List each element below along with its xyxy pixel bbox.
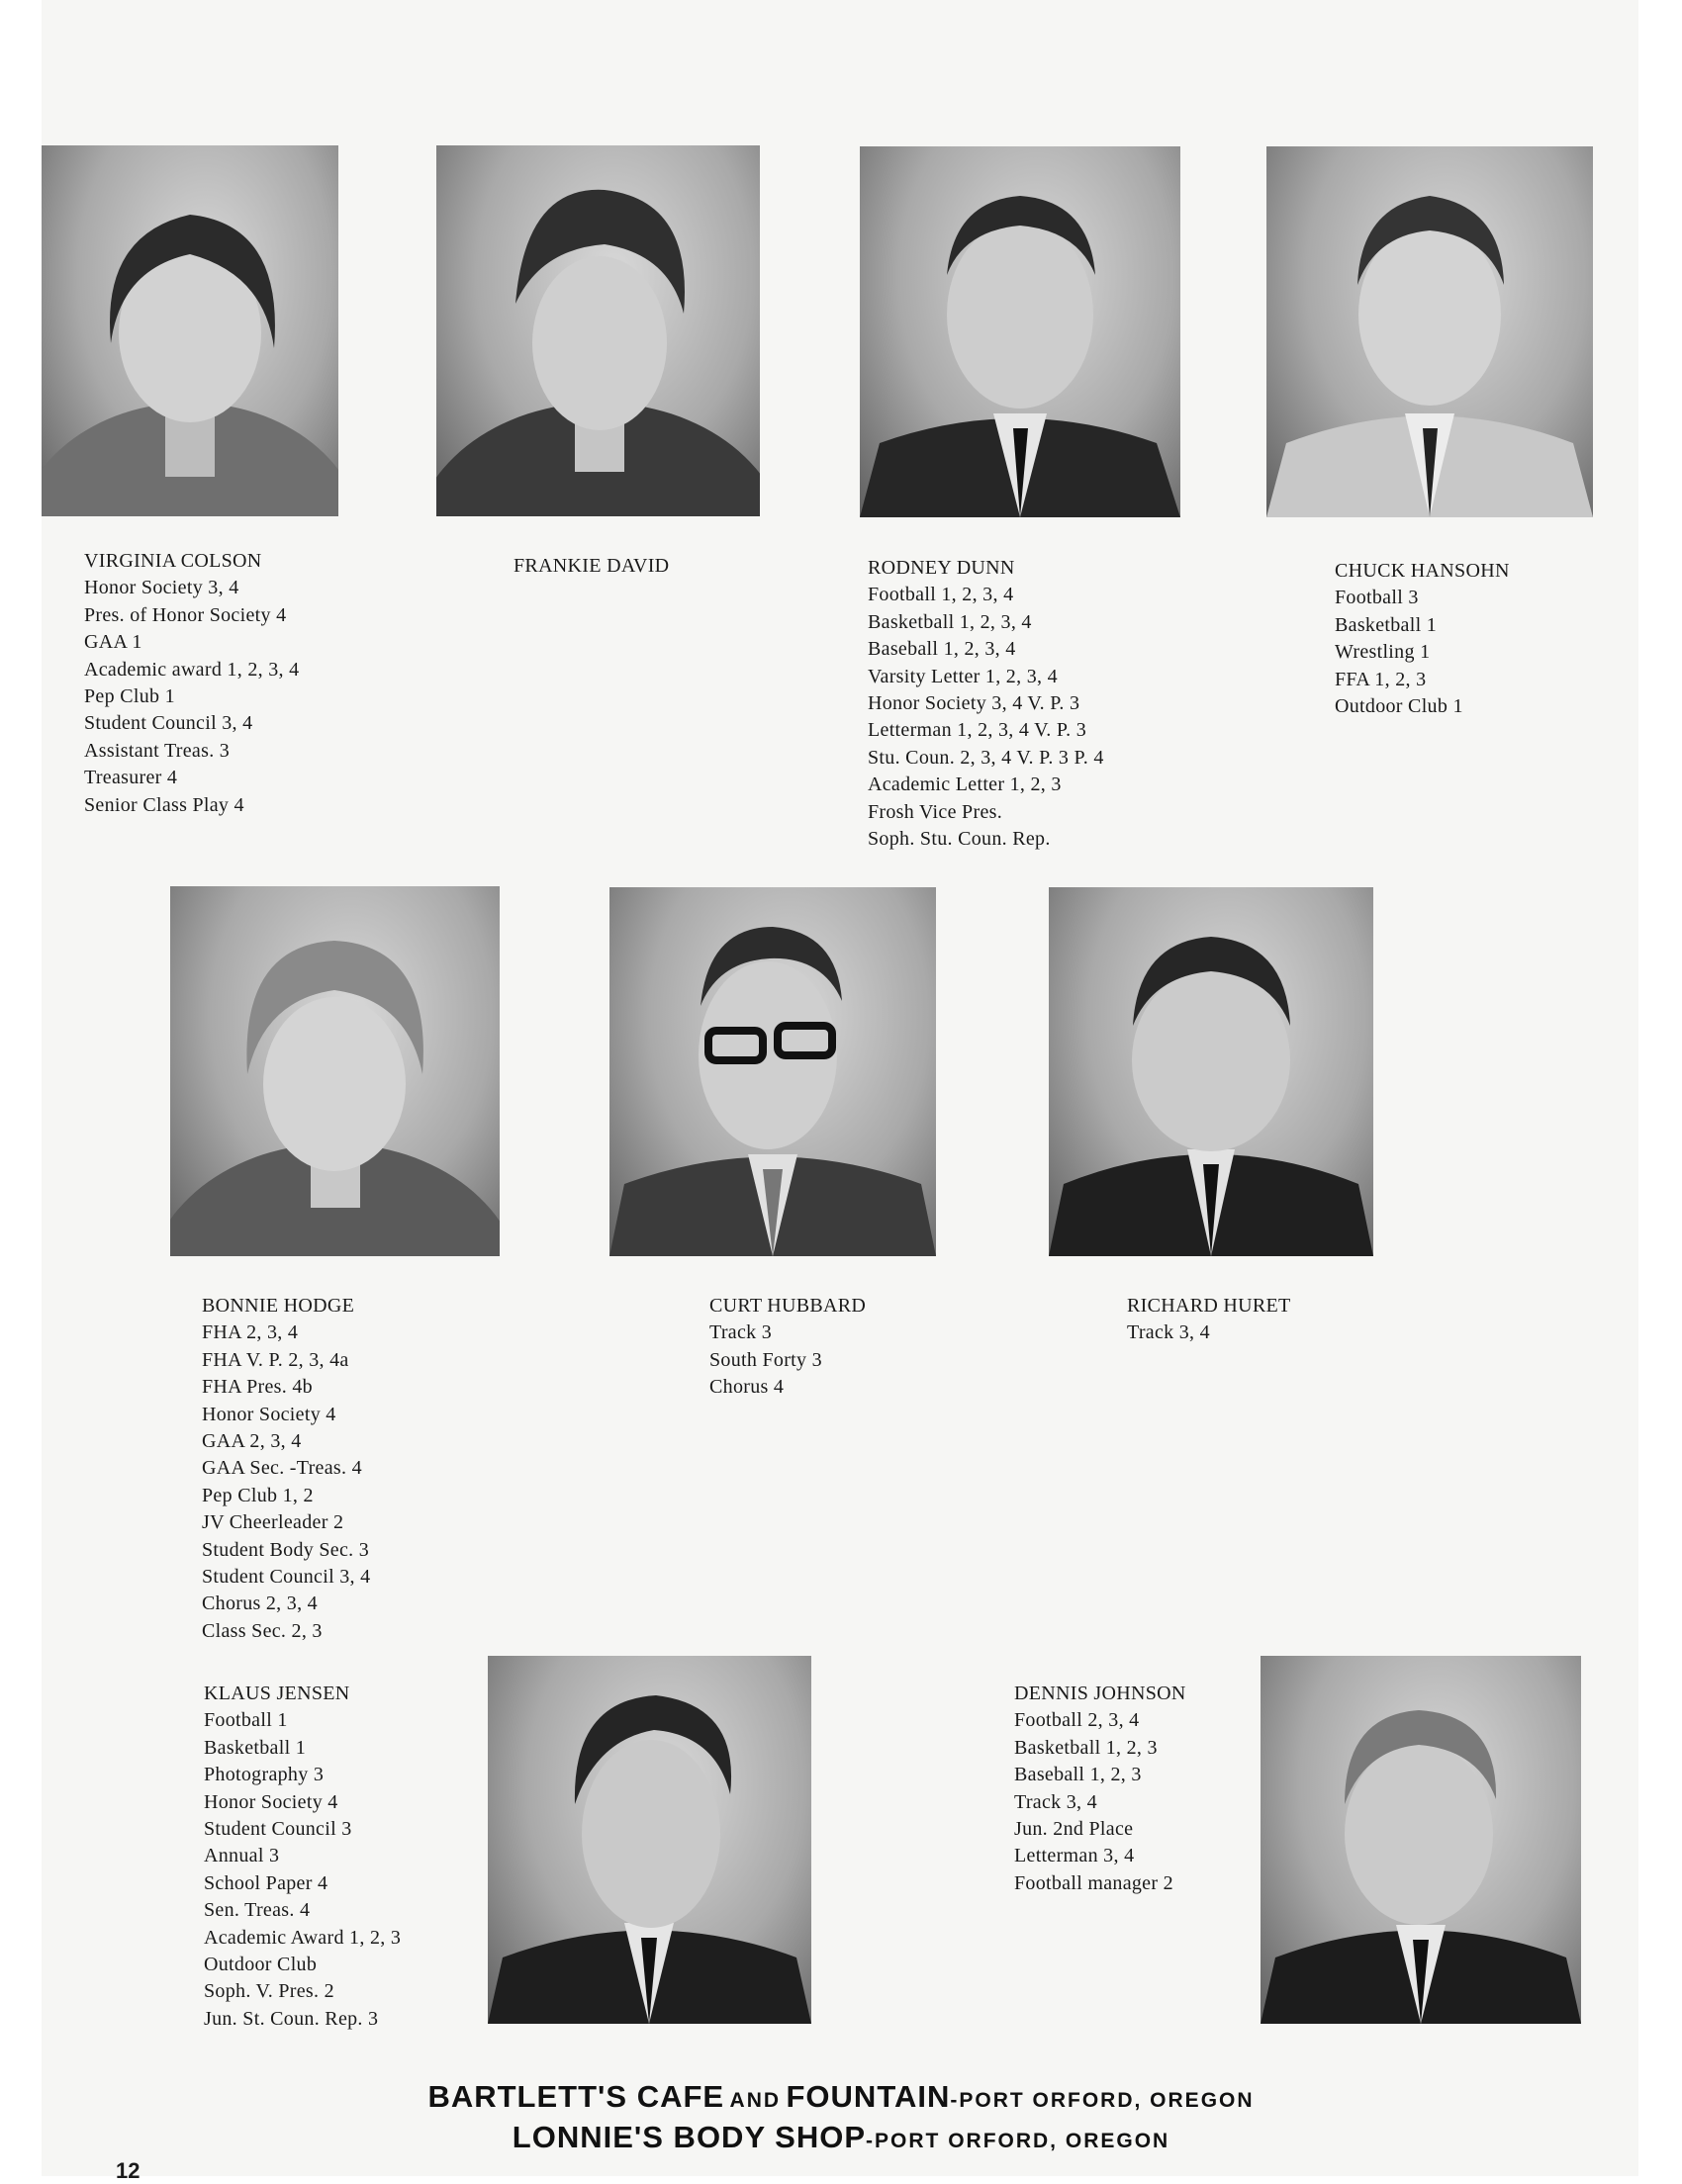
- activity-item: JV Cheerleader 2: [202, 1511, 344, 1534]
- activity-item: Basketball 1, 2, 3: [1014, 1736, 1158, 1759]
- activity-item: Academic Award 1, 2, 3: [204, 1926, 402, 1949]
- activity-item: Student Council 3: [204, 1818, 352, 1841]
- portrait-photo: [609, 887, 936, 1256]
- activity-item: Football 1, 2, 3, 4: [868, 584, 1014, 606]
- activity-item: Basketball 1: [1335, 613, 1438, 636]
- page-number: 12: [116, 2158, 140, 2183]
- portrait-photo: [1261, 1656, 1581, 2024]
- activity-item: Basketball 1, 2, 3, 4: [868, 610, 1032, 633]
- student-caption: [868, 555, 1104, 853]
- student-name: RICHARD HURET: [1127, 1295, 1291, 1317]
- portrait-photo: [1266, 146, 1593, 517]
- activity-item: Football 2, 3, 4: [1014, 1709, 1140, 1732]
- student-name: FRANKIE DAVID: [514, 555, 670, 577]
- student-photo-richard-huret: [1049, 887, 1373, 1256]
- activity-item: South Forty 3: [709, 1348, 822, 1371]
- student-photo-frankie-david: [436, 145, 760, 516]
- activity-item: Basketball 1: [204, 1736, 307, 1759]
- student-name: BONNIE HODGE: [202, 1295, 355, 1317]
- activity-item: Photography 3: [204, 1764, 325, 1786]
- activity-item: Pres. of Honor Society 4: [84, 603, 287, 626]
- activity-item: GAA Sec. -Treas. 4: [202, 1457, 362, 1480]
- portrait-photo: [436, 145, 760, 516]
- activity-item: Football 1: [204, 1709, 288, 1732]
- student-name: RODNEY DUNN: [868, 557, 1015, 579]
- activity-item: Treasurer 4: [84, 767, 178, 789]
- activity-item: FFA 1, 2, 3: [1335, 668, 1427, 690]
- activity-item: Senior Class Play 4: [84, 793, 244, 816]
- student-name: DENNIS JOHNSON: [1014, 1683, 1186, 1704]
- activity-item: Pep Club 1: [84, 685, 175, 708]
- portrait-photo: [860, 146, 1180, 517]
- student-photo-chuck-hansohn: [1266, 146, 1593, 517]
- business-location: -PORT ORFORD, OREGON: [866, 2130, 1170, 2152]
- activity-item: Honor Society 3, 4: [84, 577, 239, 599]
- activity-item: Honor Society 3, 4 V. P. 3: [868, 692, 1080, 715]
- activity-item: Academic Letter 1, 2, 3: [868, 774, 1062, 796]
- activity-item: Student Body Sec. 3: [202, 1538, 370, 1561]
- portrait-photo: [170, 886, 500, 1256]
- portrait-photo: [1049, 887, 1373, 1256]
- student-photo-dennis-johnson: [1261, 1656, 1581, 2024]
- student-caption: [514, 553, 669, 580]
- student-photo-virginia-colson: [42, 145, 338, 516]
- activity-item: Letterman 1, 2, 3, 4 V. P. 3: [868, 719, 1086, 742]
- activity-item: Track 3, 4: [1127, 1321, 1210, 1344]
- activity-item: Student Council 3, 4: [202, 1566, 371, 1589]
- activity-item: Honor Society 4: [204, 1790, 338, 1813]
- student-caption: [709, 1293, 866, 1402]
- business-location: -PORT ORFORD, OREGON: [950, 2089, 1255, 2112]
- activity-item: FHA Pres. 4b: [202, 1376, 313, 1399]
- student-name: VIRGINIA COLSON: [84, 550, 262, 572]
- activity-item: Outdoor Club: [204, 1954, 318, 1976]
- advertisement-line: [0, 2079, 1682, 2115]
- activity-item: Chorus 2, 3, 4: [202, 1592, 318, 1615]
- activity-item: Football manager 2: [1014, 1871, 1173, 1894]
- activity-item: Honor Society 4: [202, 1403, 336, 1425]
- activity-item: Frosh Vice Pres.: [868, 800, 1003, 823]
- activity-item: Soph. V. Pres. 2: [204, 1980, 334, 2003]
- activity-item: Stu. Coun. 2, 3, 4 V. P. 3 P. 4: [868, 746, 1104, 769]
- student-name: KLAUS JENSEN: [204, 1683, 350, 1704]
- student-photo-bonnie-hodge: [170, 886, 500, 1256]
- connector-text: AND: [729, 2089, 782, 2112]
- activity-item: Jun. St. Coun. Rep. 3: [204, 2007, 379, 2030]
- student-photo-rodney-dunn: [860, 146, 1180, 517]
- student-caption: [202, 1293, 370, 1645]
- student-caption: [1335, 558, 1510, 720]
- activity-item: Chorus 4: [709, 1376, 785, 1399]
- student-photo-klaus-jensen: [488, 1656, 811, 2024]
- activity-item: Varsity Letter 1, 2, 3, 4: [868, 665, 1058, 687]
- activity-item: FHA 2, 3, 4: [202, 1321, 299, 1344]
- business-name-part: FOUNTAIN: [786, 2079, 951, 2114]
- activity-item: GAA 2, 3, 4: [202, 1430, 302, 1453]
- activity-item: Track 3: [709, 1321, 773, 1344]
- activity-item: Annual 3: [204, 1845, 280, 1867]
- student-caption: [1014, 1681, 1186, 1897]
- student-name: CHUCK HANSOHN: [1335, 560, 1510, 582]
- business-name: LONNIE'S BODY SHOP: [512, 2120, 867, 2154]
- student-caption: [204, 1681, 401, 2033]
- student-caption: [84, 548, 299, 819]
- activity-item: Academic award 1, 2, 3, 4: [84, 658, 300, 681]
- student-photo-curt-hubbard: [609, 887, 936, 1256]
- activity-item: Football 3: [1335, 587, 1419, 609]
- activity-item: Baseball 1, 2, 3: [1014, 1764, 1142, 1786]
- activity-item: Class Sec. 2, 3: [202, 1619, 323, 1642]
- activity-item: GAA 1: [84, 631, 142, 654]
- activity-item: School Paper 4: [204, 1871, 328, 1894]
- activity-item: Assistant Treas. 3: [84, 739, 231, 762]
- portrait-photo: [488, 1656, 811, 2024]
- activity-item: Baseball 1, 2, 3, 4: [868, 638, 1016, 661]
- business-name: BARTLETT'S CAFE: [427, 2079, 725, 2114]
- portrait-photo: [42, 145, 338, 516]
- activity-item: Wrestling 1: [1335, 641, 1431, 664]
- activity-item: Pep Club 1, 2: [202, 1484, 314, 1506]
- activity-item: Letterman 3, 4: [1014, 1845, 1135, 1867]
- student-name: CURT HUBBARD: [709, 1295, 867, 1317]
- activity-item: FHA V. P. 2, 3, 4a: [202, 1348, 349, 1371]
- activity-item: Soph. Stu. Coun. Rep.: [868, 828, 1051, 851]
- activity-item: Track 3, 4: [1014, 1790, 1097, 1813]
- activity-item: Jun. 2nd Place: [1014, 1818, 1134, 1841]
- activity-item: Student Council 3, 4: [84, 712, 253, 735]
- activity-item: Outdoor Club 1: [1335, 695, 1463, 718]
- advertisement-line: [0, 2120, 1682, 2155]
- student-caption: [1127, 1293, 1291, 1347]
- activity-item: Sen. Treas. 4: [204, 1899, 311, 1922]
